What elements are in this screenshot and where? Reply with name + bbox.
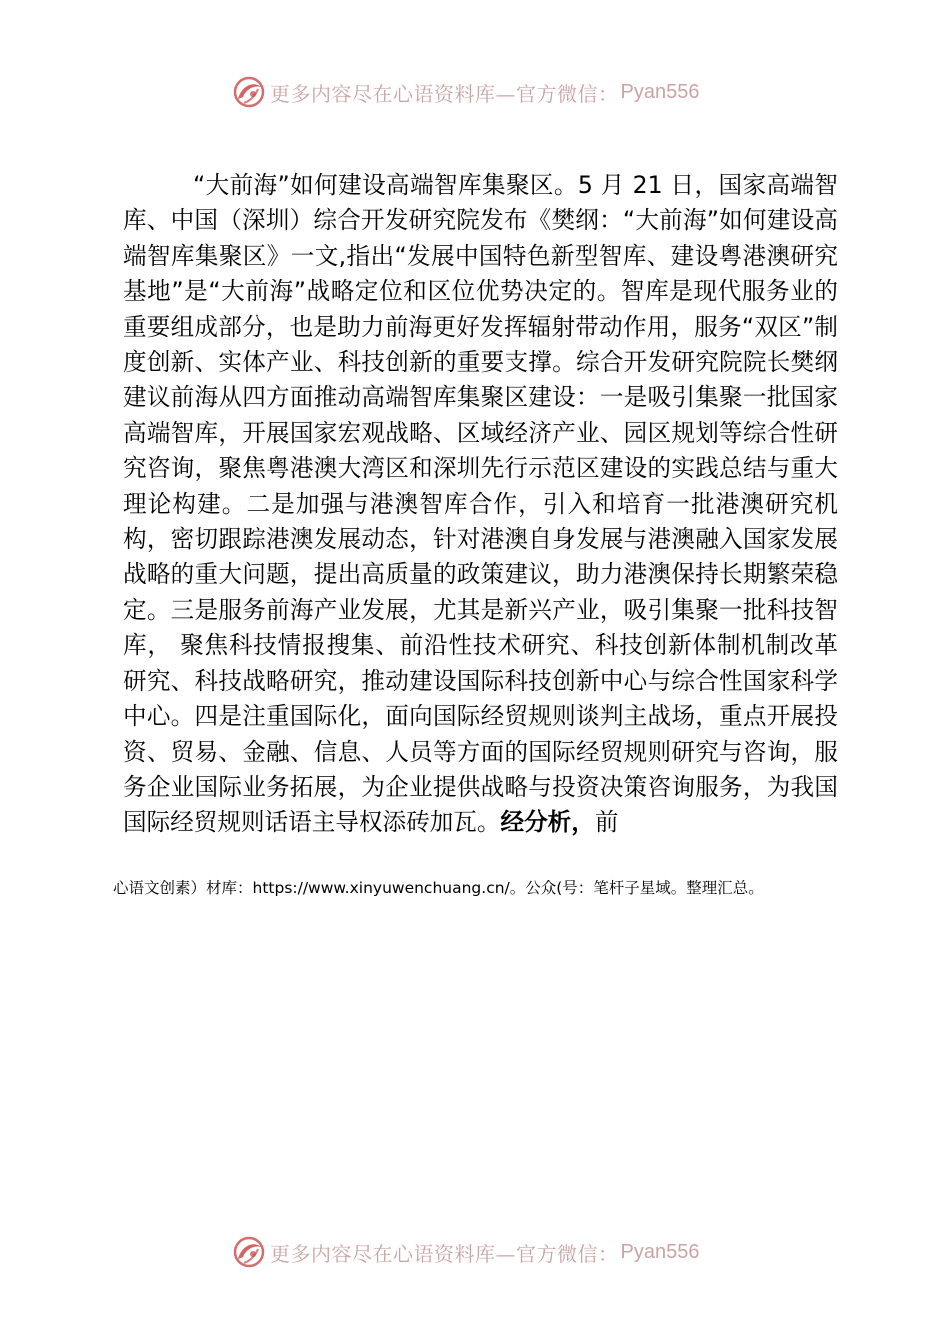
red-swirl-logo-icon [232,1235,266,1269]
banner-wechat-account: Pyan556 [620,1240,700,1263]
footer-banner [232,1232,699,1272]
banner-brand-text: 更多内容尽在心语资料库—官方微信： [270,1241,619,1266]
article-text: “大前海”如何建设高端智库集聚区。5 月 21 日，国家高端智库、中国（深圳）综合开发研究院发布《樊纲：“大前海”如何建设高端智库集聚区》一文,指出“发展中国特色新型智库、建设粤港澳研究基地”是“大前海”战略定位和区位优势决定的。智库是现代服务业的重要组成部分，也是助力前海更好发挥辐射带动作用，服务“双区”制度创新、实体产业、科技创新的重要支撑。综合开发研究院院长樊纲建议前海从四方面推动高端智库集聚区建设：一是吸引集聚一批国家高端智库，开展国家宏观战略、区域经济产业、园区规划等综合性研究咨询，聚焦粤港澳大湾区和深圳先行示范区建设的实践总结与重大理论构建。二是加强与港澳智库合作，引入和培育一批港澳研究机构，密切跟踪港澳发展动态，针对港澳自身发展与港澳融入国家发展战略的重大问题，提出高质量的政策建议，助力港澳保持长期繁荣稳定。三是服务前海产业发展，尤其是新兴产业，吸引集聚一批科技智库， 聚焦科技情报搜集、前沿性技术研究、科技创新体制机制改革研究、科技战略研究，推动建设国际科技创新中心与综合性国家科学中心。四是注重国际化，面向国际经贸规则谈判主战场，重点开展投资、贸易、金融、信息、人员等方面的国际经贸规则研究与咨询，服务企业国际业务拓展，为企业提供战略与投资决策咨询服务，为我国国际经贸规则话语主导权添砖加瓦。 [123,171,838,837]
header-banner [232,72,699,112]
banner-brand-text: 更多内容尽在心语资料库—官方微信： [270,81,619,106]
red-swirl-logo-icon [232,75,266,109]
article-tail: 前 [594,808,619,837]
article-paragraph [123,168,838,841]
source-line: 心语文创素）材库：https://www.xinyuwenchuang.cn/。公众(号：笔杆子星域。整理汇总。 [113,879,764,897]
banner-wechat-account: Pyan556 [620,80,700,103]
article-bold-tail: 经分析， [500,808,595,837]
